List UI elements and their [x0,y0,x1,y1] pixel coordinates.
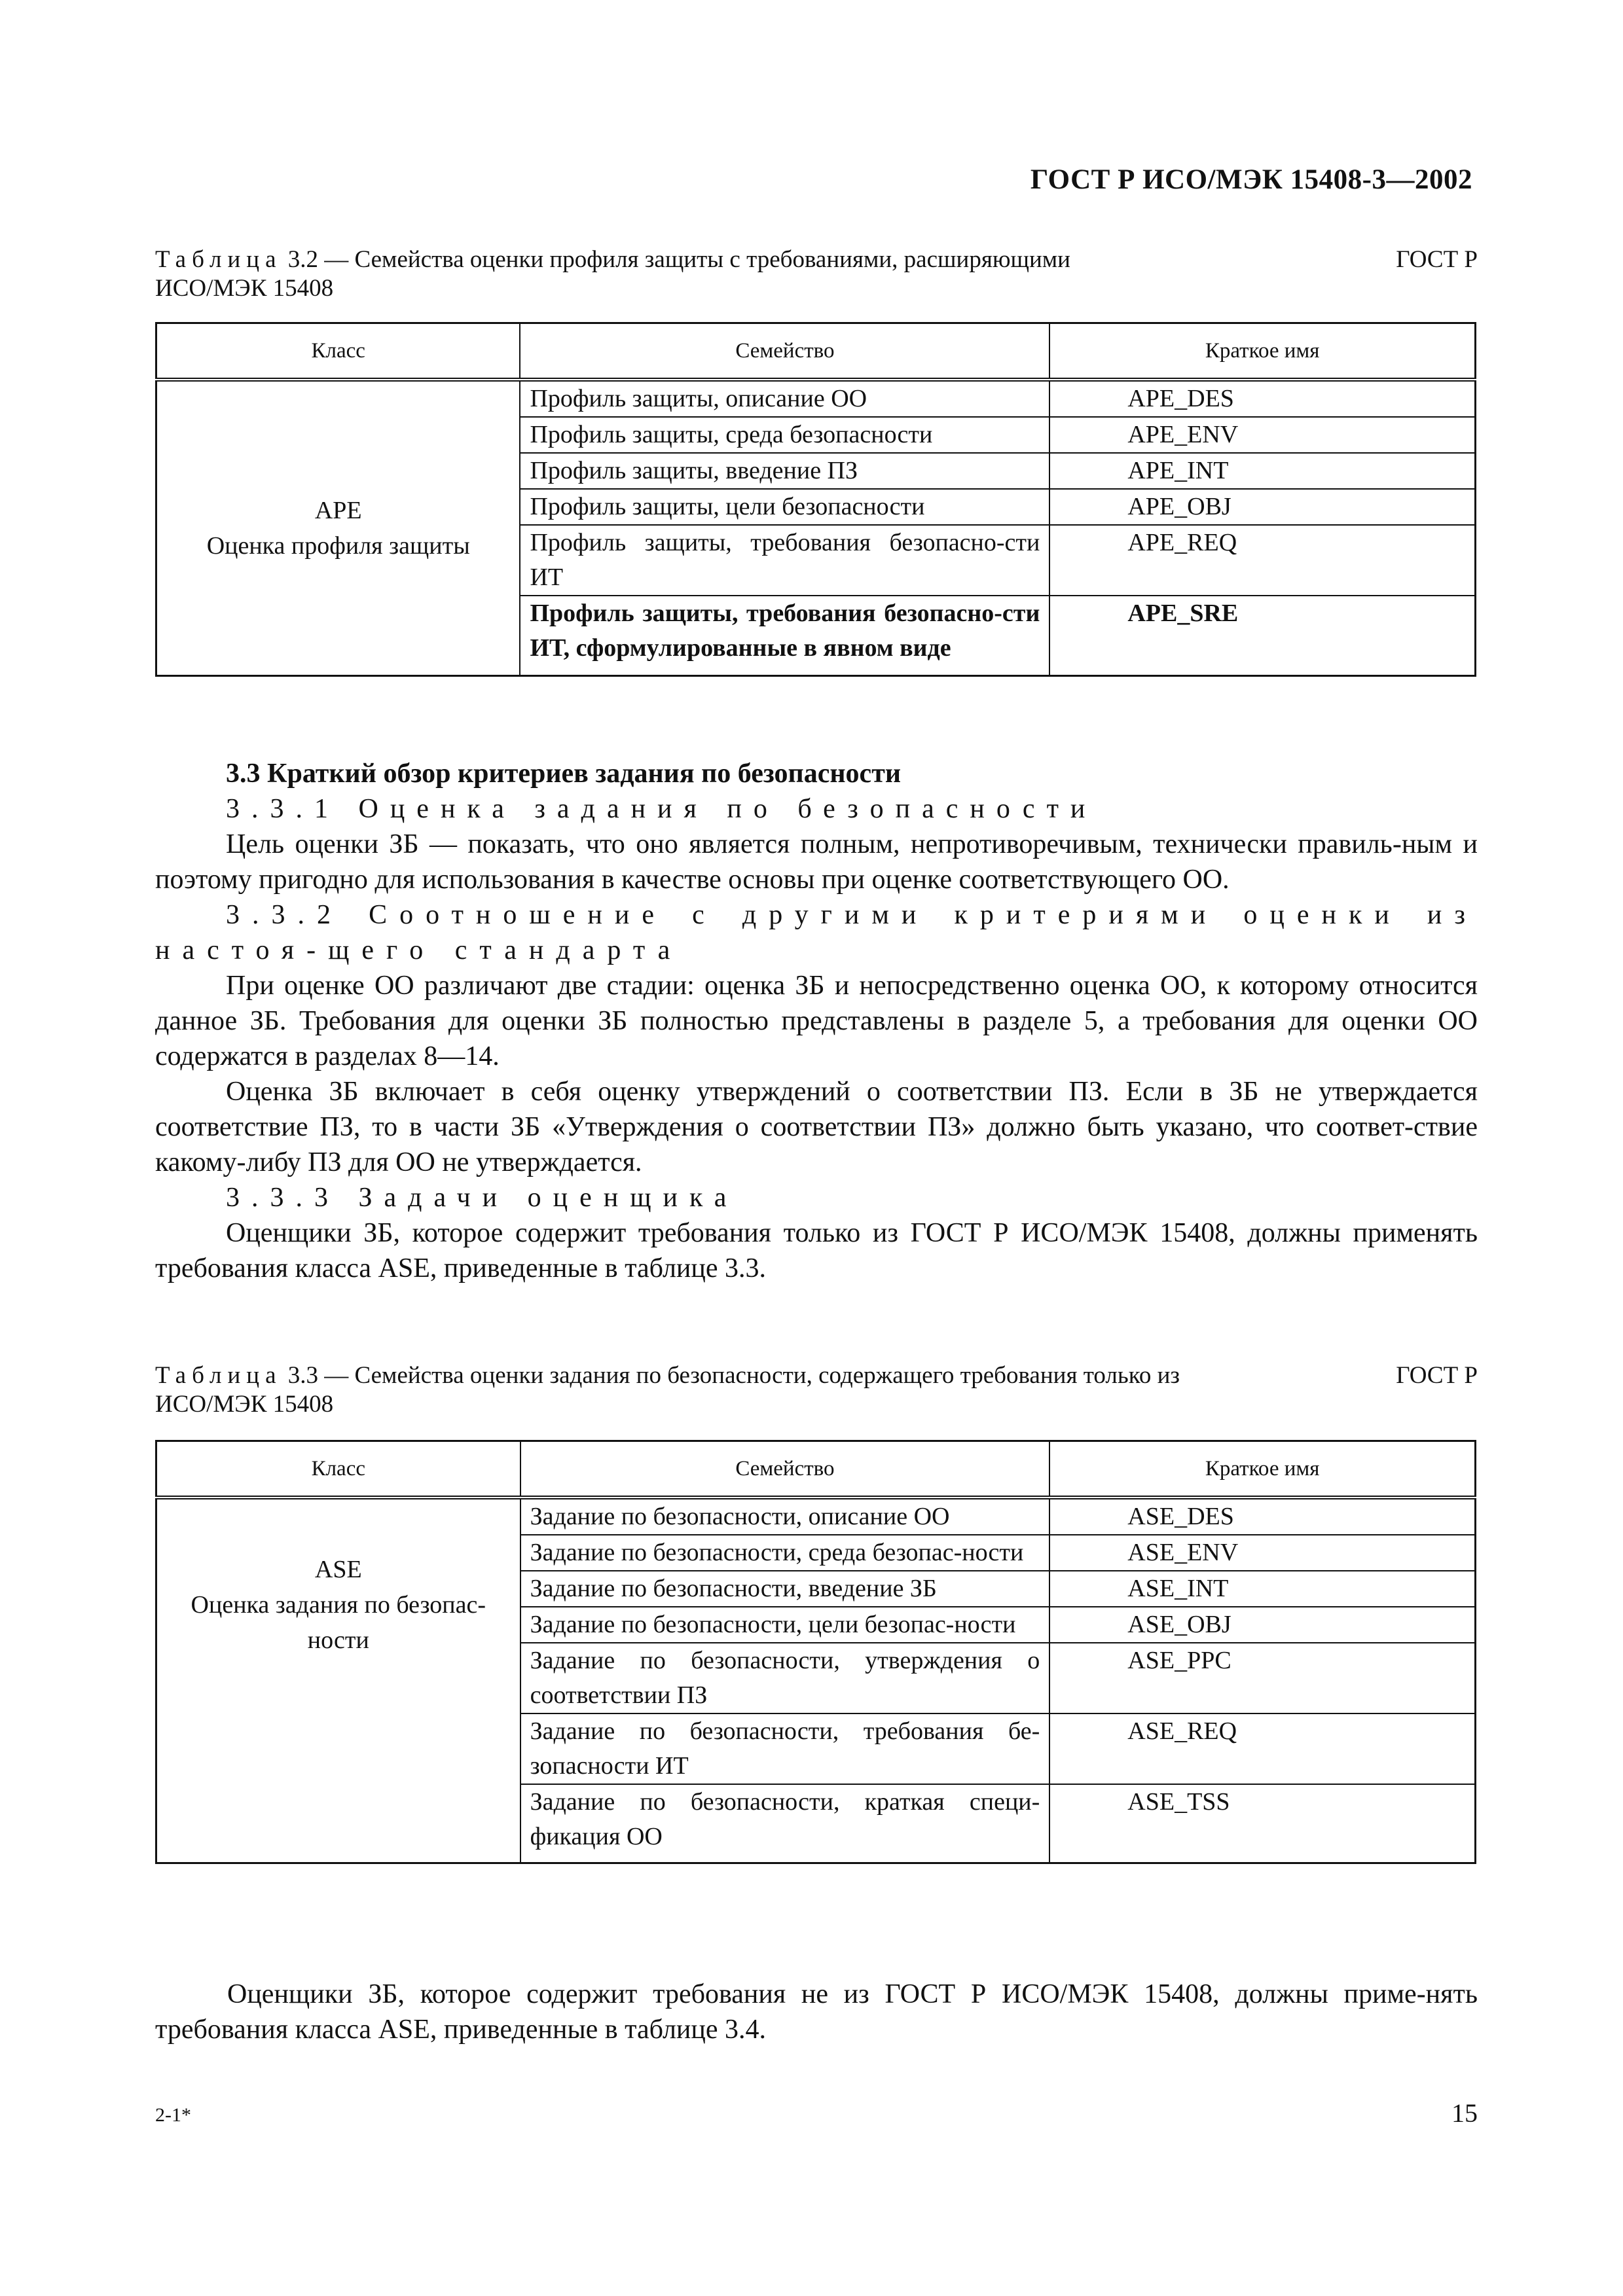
class-cell [156,1498,520,1863]
table-header-row [156,1441,1476,1498]
short-name-cell: ASE_PPC [1049,1643,1475,1713]
short-name-cell: APE_DES [1049,380,1475,417]
document-header: ГОСТ Р ИСО/МЭК 15408-3—2002 [1030,164,1472,195]
subsection-3-3-2: 3.3.2 Соотношение с другими критериями оценки из настоя-щего стандарта [155,900,1478,965]
subsection-3-3-1: 3.3.1 Оценка задания по безопасности [226,794,1097,824]
family-cell: Профиль защиты, цели безопасности [520,489,1049,525]
header-class: Класс [156,323,520,380]
subsection-3-3-3: 3.3.3 Задачи оценщика [226,1183,739,1213]
footer-sheet-mark: 2-1* [155,2104,191,2126]
class-code: APE [314,497,362,524]
family-cell: Профиль защиты, требования безопасно-сти ИТ [520,525,1049,596]
header-family: Семейство [520,323,1049,380]
short-name-cell: ASE_TSS [1049,1784,1475,1863]
header-class: Класс [156,1441,520,1498]
caption-label: Таблица [155,246,282,273]
class-cell [156,380,520,676]
paragraph: Оценщики ЗБ, которое содержит требования только из ГОСТ Р ИСО/МЭК 15408, должны применять требования класса ASE, приведенные в таблице 3.3. [155,1218,1478,1283]
table-3-2-caption [155,245,1478,303]
short-name-cell: APE_ENV [1049,417,1475,453]
closing-paragraph [155,1977,1478,2047]
family-cell: Задание по безопасности, цели безопас-ности [520,1607,1050,1643]
header-family: Семейство [520,1441,1050,1498]
family-cell: Задание по безопасности, описание ОО [520,1498,1050,1535]
header-short-name: Краткое имя [1049,323,1475,380]
family-cell: Задание по безопасности, введение ЗБ [520,1571,1050,1607]
class-code: ASE [314,1556,362,1583]
short-name-cell: ASE_DES [1049,1498,1475,1535]
family-cell: Профиль защиты, среда безопасности [520,417,1049,453]
family-cell: Профиль защиты, описание ОО [520,380,1049,417]
caption-text: 3.2 — Семейства оценки профиля защиты с требованиями, расширяющими [287,246,1070,273]
short-name-cell: ASE_INT [1049,1571,1475,1607]
paragraph: Оценщики ЗБ, которое содержит требования не из ГОСТ Р ИСО/МЭК 15408, должны приме-нять требования класса ASE, приведенные в таблице 3.4. [155,1979,1478,2045]
short-name-cell: ASE_ENV [1049,1535,1475,1571]
short-name-cell: APE_REQ [1049,525,1475,596]
caption-end: ГОСТ Р [1396,1362,1478,1389]
caption-line2: ИСО/МЭК 15408 [155,275,334,302]
class-name: Оценка задания по безопас-ности [191,1591,486,1654]
header-short-name: Краткое имя [1049,1441,1475,1498]
table-header-row [156,323,1476,380]
family-cell: Задание по безопасности, среда безопас-ности [520,1535,1050,1571]
family-cell: Задание по безопасности, требования бе-зопасности ИТ [520,1713,1050,1784]
page-number: 15 [1451,2098,1478,2128]
table-3-3-caption [155,1361,1478,1419]
caption-text: 3.3 — Семейства оценки задания по безопасности, содержащего требования только из [287,1362,1180,1389]
short-name-cell: ASE_REQ [1049,1713,1475,1784]
caption-end: ГОСТ Р [1396,246,1478,273]
short-name-cell: APE_SRE [1049,596,1475,676]
short-name-cell: ASE_OBJ [1049,1607,1475,1643]
table-row [156,380,1476,417]
family-cell: Профиль защиты, требования безопасно-сти ИТ, сформулированные в явном виде [520,596,1049,676]
family-cell: Задание по безопасности, утверждения о соответствии ПЗ [520,1643,1050,1713]
short-name-cell: APE_OBJ [1049,489,1475,525]
section-title: 3.3 Краткий обзор критериев задания по безопасности [226,759,902,789]
short-name-cell: APE_INT [1049,453,1475,489]
paragraph: При оценке ОО различают две стадии: оценка ЗБ и непосредственно оценка ОО, к которому относится данное ЗБ. Требования для оценки ЗБ полностью представлены в разделе 5, а требования для оценки ОО содержатся в разделах 8—14. [155,971,1478,1071]
family-cell: Профиль защиты, введение ПЗ [520,453,1049,489]
class-name: Оценка профиля защиты [206,532,470,560]
table-row [156,1498,1476,1535]
table-3-2 [155,322,1476,677]
section-3-3 [155,756,1478,1286]
caption-line2: ИСО/МЭК 15408 [155,1391,334,1418]
paragraph: Оценка ЗБ включает в себя оценку утверждений о соответствии ПЗ. Если в ЗБ не утверждается соответствие ПЗ, то в части ЗБ «Утверждения о соответствии ПЗ» должно быть указано, что соответ-ствие какому-либу ПЗ для ОО не утверждается. [155,1077,1478,1177]
family-cell: Задание по безопасности, краткая специ-фикация ОО [520,1784,1050,1863]
caption-label: Таблица [155,1362,282,1389]
paragraph: Цель оценки ЗБ — показать, что оно является полным, непротиворечивым, технически правиль-ным и поэтому пригодно для использования в качестве основы при оценке соответствующего ОО. [155,829,1478,895]
table-3-3 [155,1440,1476,1864]
